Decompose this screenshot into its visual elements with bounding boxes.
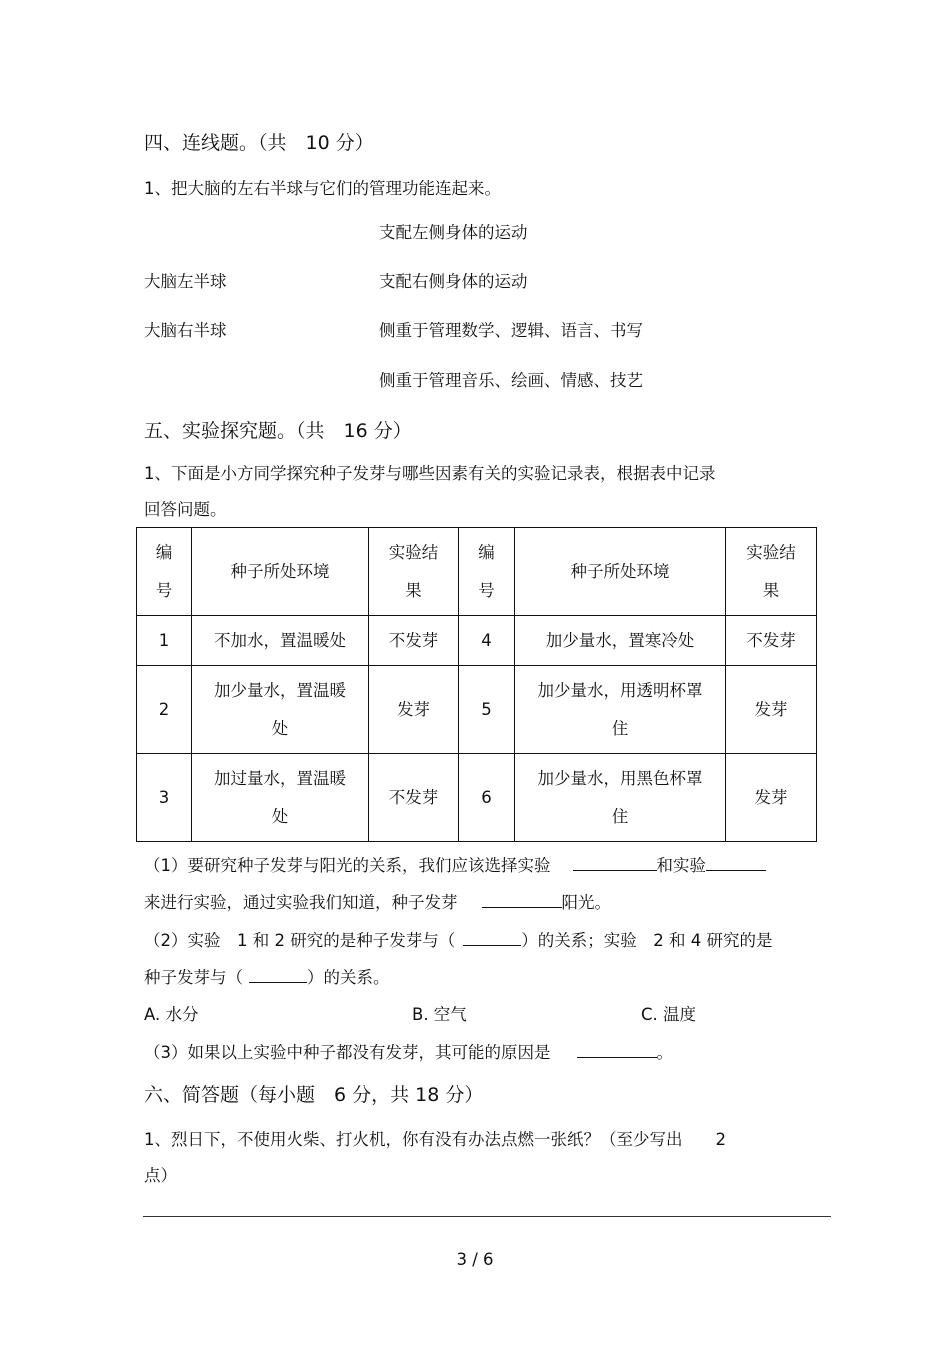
match-right-3: 侧重于管理数学、逻辑、语言、书写 [379,321,643,340]
subquestion-1-line1: （1）要研究种子发芽与阳光的关系，我们应该选择实验 和实验 [144,852,766,876]
cell-environment: 加少量水，置温暖 处 [192,666,369,754]
question-6-1-line2: 点） [144,1166,177,1185]
option-b: B. 空气 [412,1005,467,1024]
cell-environment: 加少量水，用黑色杯罩 住 [515,754,726,842]
header-result: 实验结 果 [369,528,459,616]
page-number: 3 / 6 [456,1250,494,1269]
header-number: 编 号 [137,528,192,616]
answer-blank[interactable] [249,964,307,983]
answer-blank[interactable] [463,927,521,946]
section-4-title: 四、连线题。（共 10 分） [144,132,374,154]
cell-number: 2 [137,666,192,754]
match-right-4: 侧重于管理音乐、绘画、情感、技艺 [379,371,643,390]
header-environment: 种子所处环境 [515,528,726,616]
cell-environment: 加少量水，置寒冷处 [515,616,726,666]
option-c: C. 温度 [641,1005,697,1024]
question-5-1-line1: 1、下面是小方同学探究种子发芽与哪些因素有关的实验记录表，根据表中记录 [144,464,716,483]
answer-blank[interactable] [482,889,562,908]
cell-number: 1 [137,616,192,666]
match-right-1: 支配左侧身体的运动 [379,223,528,242]
question-5-1-line2: 回答问题。 [144,500,227,519]
cell-environment: 加过量水，置温暖 处 [192,754,369,842]
answer-blank[interactable] [706,852,766,871]
section-5-title: 五、实验探究题。（共 16 分） [144,420,412,442]
cell-result: 不发芽 [369,754,459,842]
table-row [137,754,817,842]
cell-result: 不发芽 [726,616,817,666]
match-right-2: 支配右侧身体的运动 [379,272,528,291]
cell-environment: 不加水，置温暖处 [192,616,369,666]
header-environment: 种子所处环境 [192,528,369,616]
subquestion-3: （3）如果以上实验中种子都没有发芽，其可能的原因是 。 [144,1039,673,1063]
cell-number: 5 [459,666,515,754]
match-left-2: 大脑右半球 [144,321,227,340]
header-result: 实验结 果 [726,528,817,616]
question-6-1-line1: 1、烈日下，不使用火柴、打火机，你有没有办法点燃一张纸？（至少写出 2 [144,1130,726,1149]
table-row [137,616,817,666]
cell-result: 发芽 [726,754,817,842]
cell-number: 3 [137,754,192,842]
subquestion-2-line1: （2）实验 1 和 2 研究的是种子发芽与（ ）的关系；实验 2 和 4 研究的是 [144,927,772,951]
table-row [137,666,817,754]
cell-environment: 加少量水，用透明杯罩 住 [515,666,726,754]
answer-line[interactable] [143,1216,831,1217]
cell-result: 发芽 [726,666,817,754]
section-6-title: 六、简答题（每小题 6 分，共 18 分） [144,1084,484,1106]
table-header-row [137,528,817,616]
cell-result: 不发芽 [369,616,459,666]
option-a: A. 水分 [144,1005,199,1024]
question-4-1: 1、把大脑的左右半球与它们的管理功能连起来。 [144,179,501,198]
answer-blank[interactable] [573,852,657,871]
subquestion-2-line2: 种子发芽与（ ）的关系。 [144,964,390,988]
subquestion-1-line2: 来进行实验，通过实验我们知道，种子发芽 阳光。 [144,889,611,913]
header-number: 编 号 [459,528,515,616]
answer-blank[interactable] [577,1039,657,1058]
experiment-table [136,527,817,842]
cell-number: 6 [459,754,515,842]
cell-result: 发芽 [369,666,459,754]
cell-number: 4 [459,616,515,666]
match-left-1: 大脑左半球 [144,272,227,291]
